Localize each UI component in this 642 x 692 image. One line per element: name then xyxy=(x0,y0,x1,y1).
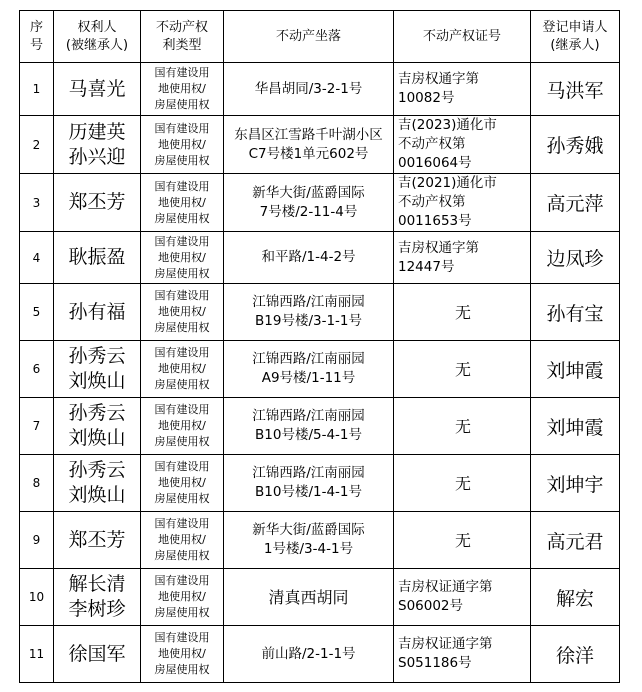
cert-line: 12447号 xyxy=(398,258,455,275)
seq-number: 7 xyxy=(32,419,41,433)
cert-line: 吉房权通字第 xyxy=(398,71,479,87)
applicant-name: 刘坤霞 xyxy=(546,359,604,382)
certificate-cell xyxy=(394,626,531,683)
type-line: 地使用权/ xyxy=(158,137,206,151)
location-cell xyxy=(224,63,394,116)
location-line: A9号楼/1-11号 xyxy=(261,370,356,386)
seq-cell xyxy=(20,284,54,341)
location-cell xyxy=(224,341,394,398)
type-line: 国有建设用 xyxy=(154,460,210,473)
owners-line: 徐国军 xyxy=(68,642,126,665)
applicant-name: 徐洋 xyxy=(555,644,594,667)
applicant-name: 高元萍 xyxy=(546,193,604,215)
location-line: 清真西胡同 xyxy=(268,587,349,607)
seq-cell xyxy=(20,398,54,455)
certificate-cell xyxy=(394,63,531,116)
cert-line: 吉房权证通字第 xyxy=(398,636,493,652)
applicant-name: 孙有宝 xyxy=(546,302,604,325)
type-line: 房屋使用权 xyxy=(154,153,210,167)
location-line: C7号楼1单元602号 xyxy=(248,145,369,162)
location-line: 新华大街/蓝爵国际 xyxy=(252,522,365,538)
location-line: 前山路/2-1-1号 xyxy=(261,645,356,662)
seq-number: 1 xyxy=(32,82,41,96)
certificate-cell xyxy=(394,174,531,232)
location-line: 和平路/1-4-2号 xyxy=(261,249,356,265)
seq-cell xyxy=(20,116,54,174)
table-row xyxy=(20,232,620,284)
cert-line: 吉房权证通字第 xyxy=(398,579,493,595)
owners-line: 李树珍 xyxy=(68,598,126,620)
seq-cell xyxy=(20,626,54,683)
type-line: 地使用权/ xyxy=(158,305,206,318)
header-seq: 序 号 xyxy=(20,11,54,63)
owner-cell xyxy=(54,626,141,683)
header-location: 不动产坐落 xyxy=(224,11,394,63)
owner-cell xyxy=(54,569,141,626)
right-type-cell xyxy=(141,284,224,341)
cert-line: 无 xyxy=(454,359,471,379)
cert-line: 吉房权通字第 xyxy=(398,239,479,256)
table-row xyxy=(20,398,620,455)
type-line: 地使用权/ xyxy=(158,533,206,546)
type-line: 国有建设用 xyxy=(154,346,210,359)
location-line: B19号楼/3-1-1号 xyxy=(255,313,362,329)
right-type-cell xyxy=(141,116,224,174)
owners-line: 刘焕山 xyxy=(68,370,126,392)
right-type-cell xyxy=(141,626,224,683)
table-row xyxy=(20,455,620,512)
type-line: 房屋使用权 xyxy=(154,266,210,280)
location-line: 7号楼/2-11-4号 xyxy=(259,203,358,220)
type-line: 房屋使用权 xyxy=(154,98,210,111)
owner-cell xyxy=(54,174,141,232)
owner-cell xyxy=(54,398,141,455)
table-row xyxy=(20,512,620,569)
cert-line: 不动产权第 xyxy=(398,136,466,152)
applicant-cell xyxy=(531,512,620,569)
cert-line: S06002号 xyxy=(398,598,464,614)
owners-line: 马喜光 xyxy=(68,77,126,100)
owner-cell xyxy=(54,232,141,284)
applicant-name: 孙秀娥 xyxy=(546,135,604,157)
applicant-cell xyxy=(531,232,620,284)
type-line: 国有建设用 xyxy=(154,179,210,193)
cert-line: 吉(2021)通化市 xyxy=(398,175,497,191)
owner-cell xyxy=(54,455,141,512)
cert-line: 无 xyxy=(454,416,471,436)
header-owner: 权利人 (被继承人) xyxy=(54,11,141,63)
applicant-cell xyxy=(531,341,620,398)
right-type-cell xyxy=(141,232,224,284)
location-cell xyxy=(224,174,394,232)
applicant-name: 边凤珍 xyxy=(546,248,604,270)
type-line: 国有建设用 xyxy=(154,517,210,530)
right-type-cell xyxy=(141,398,224,455)
seq-number: 5 xyxy=(32,305,41,319)
type-line: 地使用权/ xyxy=(158,250,206,264)
owners-line: 孙有福 xyxy=(68,300,126,323)
certificate-cell xyxy=(394,284,531,341)
property-table xyxy=(19,10,620,683)
cert-line: S051186号 xyxy=(398,655,472,671)
cert-line: 无 xyxy=(454,473,471,493)
type-line: 国有建设用 xyxy=(154,66,210,79)
owners-line: 孙秀云 xyxy=(68,345,126,367)
applicant-cell xyxy=(531,569,620,626)
owners-line: 孙秀云 xyxy=(68,459,126,481)
owners-line: 郑丕芳 xyxy=(68,191,126,213)
applicant-name: 高元君 xyxy=(546,530,604,553)
type-line: 地使用权/ xyxy=(158,419,206,432)
applicant-cell xyxy=(531,398,620,455)
applicant-cell xyxy=(531,455,620,512)
location-cell xyxy=(224,455,394,512)
seq-cell xyxy=(20,512,54,569)
certificate-cell xyxy=(394,232,531,284)
header-certificate: 不动产权证号 xyxy=(394,11,531,63)
type-line: 地使用权/ xyxy=(158,590,206,603)
location-line: B10号楼/1-4-1号 xyxy=(255,484,362,500)
certificate-cell xyxy=(394,398,531,455)
owners-line: 孙秀云 xyxy=(68,402,126,424)
type-line: 国有建设用 xyxy=(154,403,210,416)
location-line: 东昌区江雪路千叶湖小区 xyxy=(234,126,383,143)
owner-cell xyxy=(54,63,141,116)
table-row xyxy=(20,569,620,626)
right-type-cell xyxy=(141,174,224,232)
location-cell xyxy=(224,232,394,284)
right-type-cell xyxy=(141,569,224,626)
applicant-name: 刘坤霞 xyxy=(546,416,604,439)
cert-line: 吉(2023)通化市 xyxy=(398,117,497,133)
table-row xyxy=(20,284,620,341)
type-line: 国有建设用 xyxy=(154,574,210,587)
type-line: 房屋使用权 xyxy=(154,492,210,505)
owners-line: 刘焕山 xyxy=(68,427,126,449)
certificate-cell xyxy=(394,512,531,569)
location-cell xyxy=(224,116,394,174)
cert-line: 10082号 xyxy=(398,90,455,106)
type-line: 地使用权/ xyxy=(158,647,206,660)
seq-number: 11 xyxy=(28,647,45,661)
right-type-cell xyxy=(141,63,224,116)
seq-number: 2 xyxy=(32,137,41,152)
applicant-cell xyxy=(531,284,620,341)
location-line: 华昌胡同/3-2-1号 xyxy=(254,80,363,97)
table-row xyxy=(20,63,620,116)
header-row xyxy=(20,11,620,63)
seq-cell xyxy=(20,455,54,512)
owner-cell xyxy=(54,116,141,174)
type-line: 国有建设用 xyxy=(154,289,210,302)
right-type-cell xyxy=(141,512,224,569)
applicant-name: 刘坤宇 xyxy=(546,473,604,496)
location-line: 1号楼/3-4-1号 xyxy=(263,541,354,557)
location-line: 江锦西路/江南丽园 xyxy=(252,294,365,310)
owner-cell xyxy=(54,512,141,569)
cert-line: 无 xyxy=(454,530,471,550)
type-line: 房屋使用权 xyxy=(154,663,210,676)
cert-line: 0011653号 xyxy=(398,213,472,229)
applicant-cell xyxy=(531,63,620,116)
seq-cell xyxy=(20,569,54,626)
owners-line: 孙兴迎 xyxy=(68,145,126,168)
owner-cell xyxy=(54,284,141,341)
seq-number: 8 xyxy=(32,476,41,490)
seq-cell xyxy=(20,341,54,398)
applicant-cell xyxy=(531,174,620,232)
type-line: 房屋使用权 xyxy=(154,211,210,225)
table-body xyxy=(20,63,620,683)
cert-line: 不动产权第 xyxy=(398,194,466,210)
cert-line: 0016064号 xyxy=(398,155,472,171)
type-line: 地使用权/ xyxy=(158,195,206,209)
header-right-type: 不动产权 利类型 xyxy=(141,11,224,63)
type-line: 房屋使用权 xyxy=(154,606,210,619)
certificate-cell xyxy=(394,455,531,512)
location-line: 江锦西路/江南丽园 xyxy=(252,408,365,424)
applicant-name: 解宏 xyxy=(555,587,594,610)
seq-cell xyxy=(20,232,54,284)
type-line: 国有建设用 xyxy=(154,121,210,135)
owners-line: 刘焕山 xyxy=(68,484,126,506)
location-line: B10号楼/5-4-1号 xyxy=(255,427,362,443)
seq-number: 10 xyxy=(28,590,45,604)
seq-number: 3 xyxy=(32,195,41,210)
seq-cell xyxy=(20,63,54,116)
document-page xyxy=(19,10,620,683)
location-cell xyxy=(224,512,394,569)
location-line: 新华大街/蓝爵国际 xyxy=(252,184,365,201)
table-row xyxy=(20,626,620,683)
type-line: 房屋使用权 xyxy=(154,549,210,562)
owners-line: 耿振盈 xyxy=(68,246,126,268)
seq-number: 6 xyxy=(32,362,41,376)
owners-line: 郑丕芳 xyxy=(68,528,126,551)
right-type-cell xyxy=(141,341,224,398)
seq-number: 9 xyxy=(32,533,41,547)
type-line: 国有建设用 xyxy=(154,631,210,644)
location-line: 江锦西路/江南丽园 xyxy=(252,351,365,367)
type-line: 房屋使用权 xyxy=(154,435,210,448)
type-line: 地使用权/ xyxy=(158,82,206,95)
table-row xyxy=(20,174,620,232)
owners-line: 解长清 xyxy=(68,573,126,595)
applicant-name: 马洪军 xyxy=(546,79,604,102)
type-line: 房屋使用权 xyxy=(154,321,210,334)
cert-line: 无 xyxy=(454,302,471,322)
type-line: 房屋使用权 xyxy=(154,378,210,391)
table-row xyxy=(20,116,620,174)
seq-cell xyxy=(20,174,54,232)
certificate-cell xyxy=(394,569,531,626)
location-cell xyxy=(224,284,394,341)
type-line: 地使用权/ xyxy=(158,476,206,489)
applicant-cell xyxy=(531,626,620,683)
location-cell xyxy=(224,398,394,455)
table-row xyxy=(20,341,620,398)
applicant-cell xyxy=(531,116,620,174)
certificate-cell xyxy=(394,341,531,398)
certificate-cell xyxy=(394,116,531,174)
type-line: 国有建设用 xyxy=(154,234,210,248)
location-line: 江锦西路/江南丽园 xyxy=(252,465,365,481)
type-line: 地使用权/ xyxy=(158,362,206,375)
seq-number: 4 xyxy=(32,250,41,265)
owner-cell xyxy=(54,341,141,398)
right-type-cell xyxy=(141,455,224,512)
owners-line: 历建英 xyxy=(68,120,126,143)
header-applicant: 登记申请人 (继承人) xyxy=(531,11,620,63)
location-cell xyxy=(224,626,394,683)
location-cell xyxy=(224,569,394,626)
